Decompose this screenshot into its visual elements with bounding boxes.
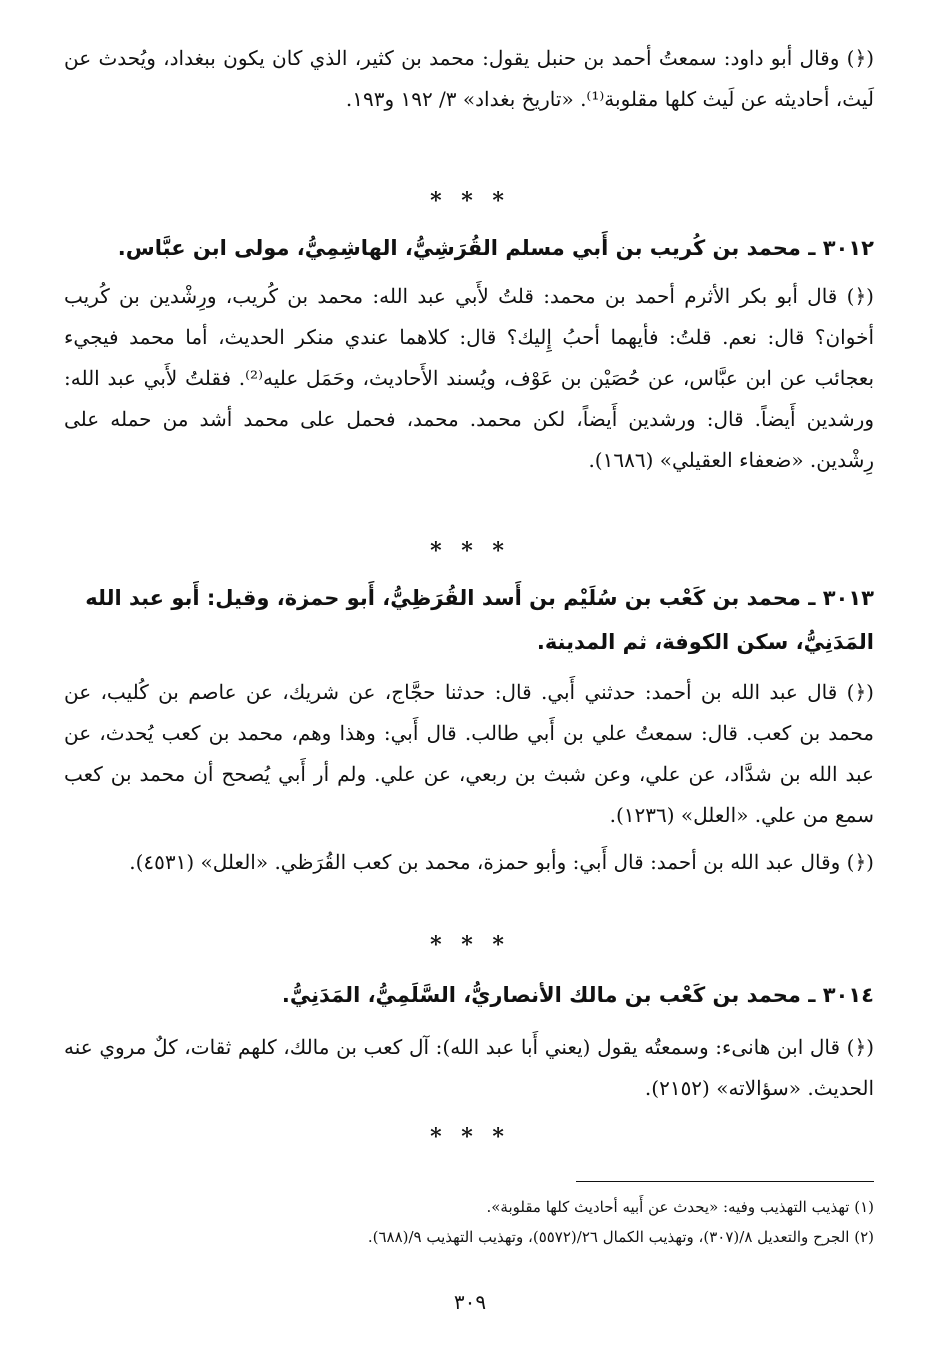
entry-text: (﴿) وقال أبو داود: سمعتُ أحمد بن حنبل يقول: محمد بن كثير، الذي كان يكون ببغداد، ويُحدث عن لَيث، أحاديثه عن لَيث كلها مقلوبة⁽¹⁾. «تاريخ بغداد» ٣/ ١٩٢ و١٩٣.	[64, 46, 874, 111]
page-number: ٣٠٩	[453, 1290, 487, 1314]
entry-text: (﴿) قال ابن هانىء: وسمعتُه يقول (يعني أَبا عبد الله): آل كعب بن مالك، كلهم ثقات، كلٌ مروي عنه الحديث. «سؤالاته» (٢١٥٢).	[64, 1035, 875, 1100]
entry-text: (﴿) قال أبو بكر الأثرم أحمد بن محمد: قلتُ لأَبي عبد الله: محمد بن كُريب، ورِشْدين بن كُريب أخوان؟ قال: نعم. قلتُ: فأيهما أحبُ إِليك؟ قال: كلاهما عندي منكر الحديث، أما محمد فيجيء بعجائب عن ابن عبَّاس، عن حُصَيْن بن عَوْف، ويُسند الأَحاديث، وحَمَل عليه⁽²⁾. فقلتُ لأَبي عبد الله: ورشدين أَيضاً. قال: ورشدين أَيضاً، لكن محمد. محمد، فحمل على محمد أشد من حمله على رِشْدين. «ضعفاء العقيلي» (١٦٨٦).	[64, 284, 875, 472]
entry-3013	[64, 576, 874, 883]
entry-text: (﴿) قال عبد الله بن أحمد: حدثني أَبي. قال: حدثنا حجَّاج، عن شريك، عن عاصم بن كُليب، عن محمد بن كعب. قال: سمعتُ علي بن أَبي طالب. قال أَبي: وهذا وهم، محمد بن كعب يُحدث، عن عبد الله بن شدَّاد، عن علي، وعن شبث بن ربعي، عن علي. ولم أر أَبي يُصحح أن محمد بن كعب سمع من علي. «العلل» (١٢٣٦).	[64, 680, 874, 827]
entry-heading: ٣٠١٢ ـ محمد بن كُريب بن أَبي مسلم القُرَشِيُّ، الهاشِمِيُّ، مولى ابن عبَّاس.	[117, 236, 874, 260]
entry-3011-tail	[64, 38, 874, 120]
entry-heading: ٣٠١٤ ـ محمد بن كَعْب بن مالك الأنصاريُّ، السَّلَمِيُّ، المَدَنِيُّ.	[281, 983, 874, 1007]
entry-text: (﴿) وقال عبد الله بن أحمد: قال أَبي: وأبو حمزة، محمد بن كعب القُرَظي. «العلل» (٤٥٣١).	[129, 850, 874, 874]
section-separator: * * *	[430, 188, 510, 214]
entry-3014	[64, 973, 874, 1109]
footnote-divider	[576, 1181, 874, 1182]
section-separator: * * *	[430, 1124, 510, 1150]
footnote: (٢) الجرح والتعديل ٨/(٣٠٧)، وتهذيب الكمال ٢٦/(٥٥٧٢)، وتهذيب التهذيب ٩/(٦٨٨).	[367, 1228, 874, 1246]
section-separator: * * *	[430, 932, 510, 958]
footnotes	[64, 1192, 874, 1252]
footnote: (١) تهذيب التهذيب وفيه: «يحدث عن أَبيه أحاديث كلها مقلوبة».	[486, 1198, 874, 1216]
entry-3012	[64, 226, 874, 481]
section-separator: * * *	[430, 538, 510, 564]
entry-heading: ٣٠١٣ ـ محمد بن كَعْب بن سُلَيْم بن أَسد القُرَظِيُّ، أَبو حمزة، وقيل: أَبو عبد الله المَدَنِيُّ، سكن الكوفة، ثم المدينة.	[85, 586, 874, 654]
